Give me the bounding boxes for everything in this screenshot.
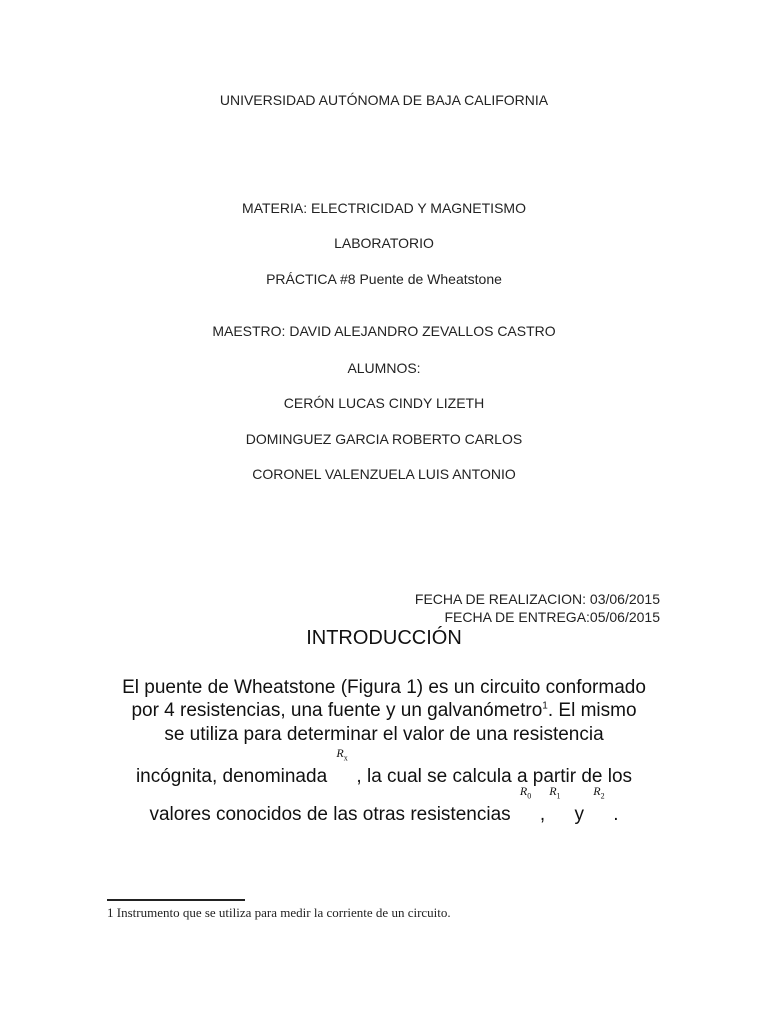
r2-sub: 2: [600, 791, 605, 801]
students-label: ALUMNOS:: [347, 360, 421, 376]
practice-line: PRÁCTICA #8 Puente de Wheatstone: [266, 271, 502, 287]
intro-text: .: [613, 804, 619, 825]
footnote-text: 1 Instrumento que se utiliza para medir la corriente de un circuito.: [107, 905, 451, 920]
intro-line: [0, 700, 768, 722]
r0-base: R: [519, 784, 528, 798]
student-name: DOMINGUEZ GARCIA ROBERTO CARLOS: [245, 431, 523, 447]
student-name: CORONEL VALENZUELA LUIS ANTONIO: [252, 466, 516, 482]
intro-text: incógnita, denominada: [135, 766, 333, 787]
intro-text: , la cual se calcula a partir de los: [356, 766, 633, 787]
r1-symbol: [545, 784, 569, 820]
introduction-heading: INTRODUCCIÓN: [306, 627, 462, 649]
university-title: UNIVERSIDAD AUTÓNOMA DE BAJA CALIFORNIA: [219, 92, 549, 108]
subject-line: MATERIA: ELECTRICIDAD Y MAGNETISMO: [242, 200, 526, 216]
intro-text: y: [569, 804, 590, 825]
rx-sub: x: [343, 753, 348, 763]
footnote-rule: [107, 899, 245, 901]
intro-text: por 4 resistencias, una fuente y un galvanómetro: [131, 700, 543, 721]
intro-line: [0, 784, 768, 826]
lab-line: LABORATORIO: [334, 235, 434, 251]
r1-base: R: [549, 784, 557, 798]
r0-symbol: [516, 784, 540, 820]
delivery-date: FECHA DE ENTREGA:05/06/2015: [444, 609, 660, 625]
intro-text: valores conocidos de las otras resistencias: [149, 804, 516, 825]
intro-line: [0, 746, 768, 788]
rx-symbol: [332, 746, 356, 782]
teacher-line: MAESTRO: DAVID ALEJANDRO ZEVALLOS CASTRO: [212, 323, 556, 339]
footnote-mark: 1: [542, 700, 548, 712]
r2-base: R: [593, 784, 601, 798]
rx-base: R: [336, 746, 344, 760]
intro-line: se utiliza para determinar el valor de una resistencia: [164, 724, 604, 745]
r2-symbol: [589, 784, 613, 820]
realization-date: FECHA DE REALIZACION: 03/06/2015: [414, 591, 660, 607]
r1-sub: 1: [556, 791, 561, 801]
student-name: CERÓN LUCAS CINDY LIZETH: [283, 395, 485, 411]
intro-text: ,: [539, 804, 546, 825]
intro-text: . El mismo: [547, 700, 637, 721]
intro-line: El puente de Wheatstone (Figura 1) es un circuito conformado: [122, 677, 646, 698]
r0-sub: 0: [527, 791, 532, 801]
